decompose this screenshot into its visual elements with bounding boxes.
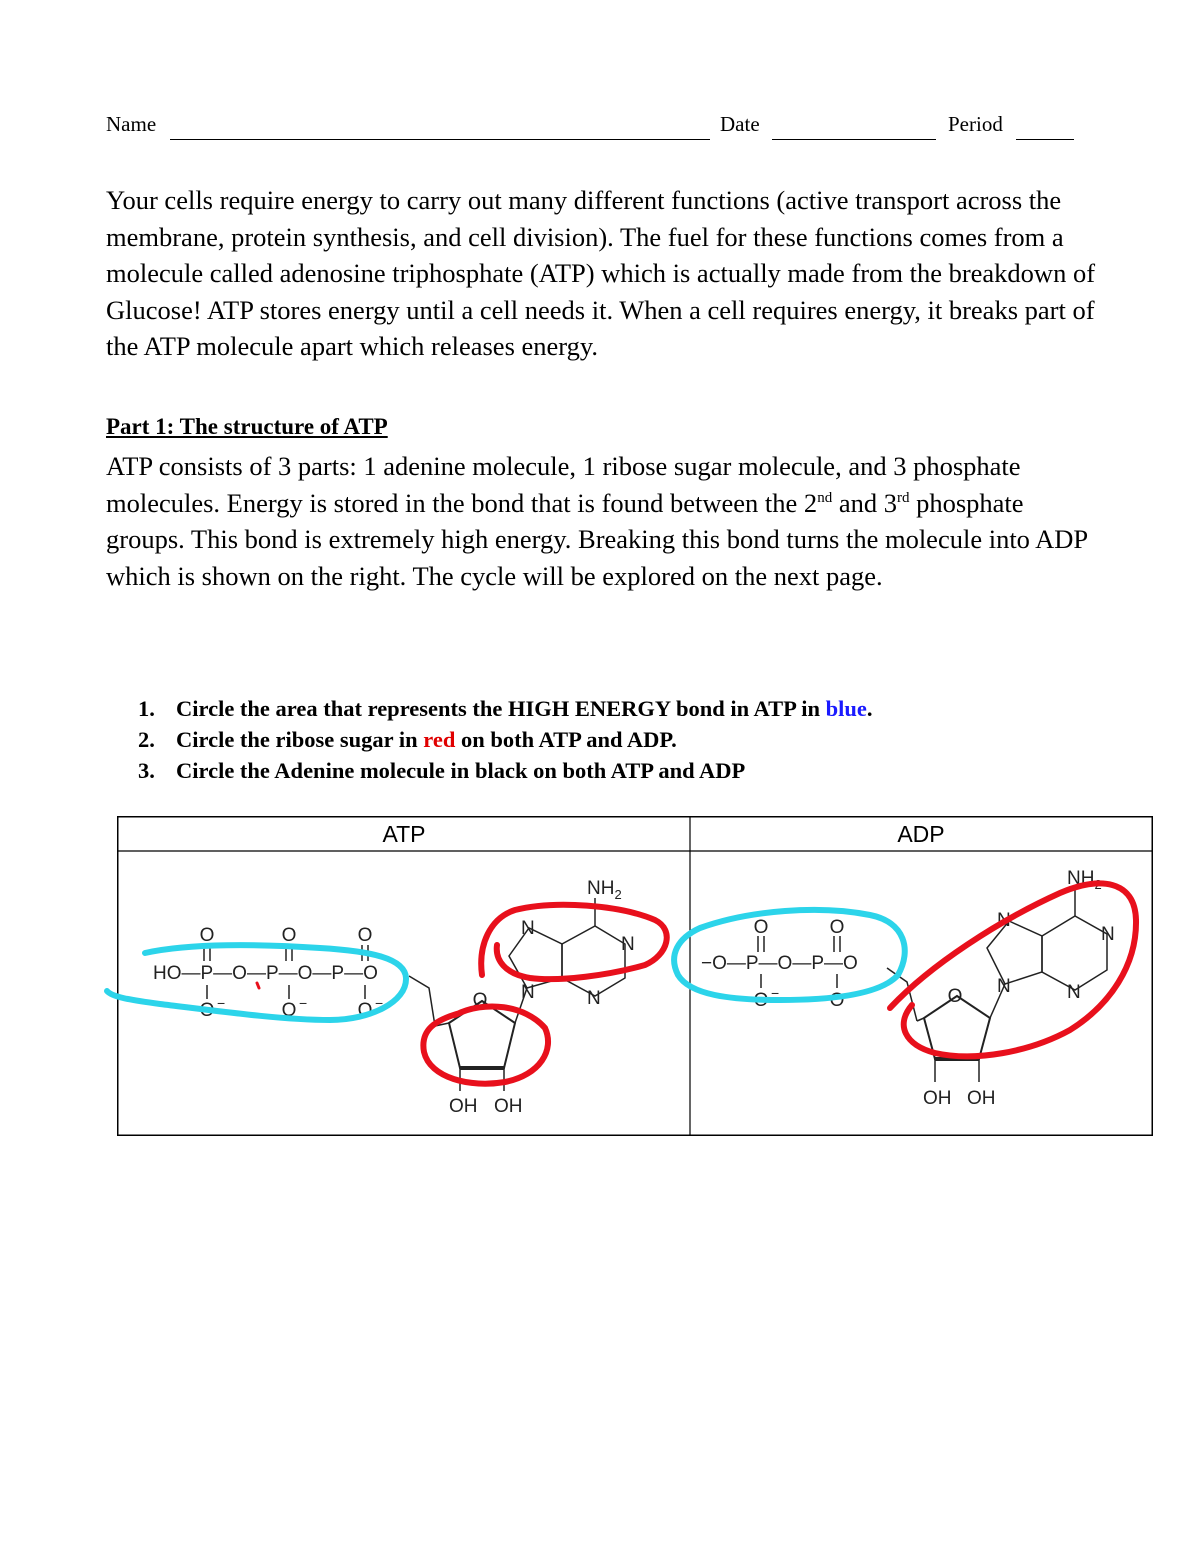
red-tick-mark [257, 983, 259, 988]
instruction-number: 3. [138, 758, 155, 783]
part1-heading: Part 1: The structure of ATP [106, 414, 388, 439]
part1-text-a: ATP consists of 3 parts: 1 adenine molecule, 1 ribose sugar molecule, and 3 phosphate molecules. Energy is stored in the bond that is found between the 2 [106, 451, 1021, 518]
ribose-oxygen: O [947, 986, 963, 1007]
part1-text-b: and 3 [832, 487, 897, 518]
oh-label: OH [449, 1096, 478, 1117]
red-circle-atp-ribose [423, 1006, 548, 1083]
adp-column-title: ADP [897, 821, 945, 847]
atp-column-title: ATP [382, 821, 426, 847]
n-label: N [1067, 982, 1081, 1003]
part1-text-c: phosphate groups. This bond is extremely high energy. Breaking this bond turns the molecule into ADP which is shown on the right. The cycle will be explored on the next page. [106, 487, 1088, 591]
n-label: N [997, 976, 1011, 997]
minus-sign: − [771, 985, 780, 1001]
color-word-black: black [474, 758, 528, 783]
name-label: Name [106, 112, 157, 136]
instruction-text: Circle the ribose sugar in [176, 727, 424, 752]
date-label: Date [720, 112, 760, 136]
n-label: N [521, 982, 535, 1003]
instruction-text-end: . [866, 696, 873, 721]
instruction-text: Circle the Adenine molecule in [176, 758, 475, 783]
adp-phosphate-chain: −O—P—O—P—O [701, 953, 858, 974]
instruction-text: Circle the area that represents the HIGH ENERGY bond in ATP in [176, 696, 826, 721]
sup-nd: nd [817, 489, 833, 506]
red-circle-adp-adenine-ribose [890, 884, 1136, 1057]
o-minus-label: O [357, 1000, 373, 1021]
n-label: N [587, 988, 601, 1009]
oxygen-label: O [753, 917, 769, 938]
minus-sign: − [299, 995, 308, 1011]
n-label: N [997, 910, 1011, 931]
o-minus-label: O [281, 1000, 297, 1021]
o-minus-label: O [829, 990, 845, 1011]
color-word-red: red [423, 727, 456, 752]
oh-label: OH [923, 1088, 952, 1109]
n-label: N [521, 918, 535, 939]
n-label: N [621, 934, 635, 955]
minus-sign: − [217, 995, 226, 1011]
o-minus-label: O [199, 1000, 215, 1021]
color-word-blue: blue [825, 696, 867, 721]
sup-rd: rd [896, 489, 910, 506]
oxygen-label: O [199, 925, 215, 946]
oh-label: OH [967, 1088, 996, 1109]
adp-nh2: $NH_2$ [1067, 868, 1102, 892]
instruction-number: 1. [138, 696, 155, 721]
ribose-oxygen: O [472, 990, 488, 1011]
minus-sign: − [375, 995, 384, 1011]
blue-circle-adp-phosphates [674, 910, 905, 1000]
oxygen-label: O [357, 925, 373, 946]
o-minus-label: O [753, 990, 769, 1011]
oxygen-label: O [829, 917, 845, 938]
red-circle-atp-adenine [481, 905, 667, 979]
n-label: N [1101, 924, 1115, 945]
oh-label: OH [494, 1096, 523, 1117]
instruction-number: 2. [138, 727, 155, 752]
period-label: Period [948, 112, 1003, 136]
minus-sign: − [847, 985, 856, 1001]
instruction-text-end: on both ATP and ADP. [455, 727, 677, 752]
instruction-text-end: on both ATP and ADP [527, 758, 746, 783]
atp-phosphate-chain: HO—P—O—P—O—P—O [153, 963, 378, 984]
atp-nh2: $NH_2$ [587, 878, 622, 902]
oxygen-label: O [281, 925, 297, 946]
intro-text: Your cells require energy to carry out many different functions (active transport across the membrane, protein synthesis, and cell division). The fuel for these functions comes from a molecule called adenosine triphosphate (ATP) which is actually made from the breakdown of Glucose! ATP stores energy until a cell needs it. When a cell requires energy, it breaks part of the ATP molecule apart which releases energy. [106, 185, 1096, 361]
